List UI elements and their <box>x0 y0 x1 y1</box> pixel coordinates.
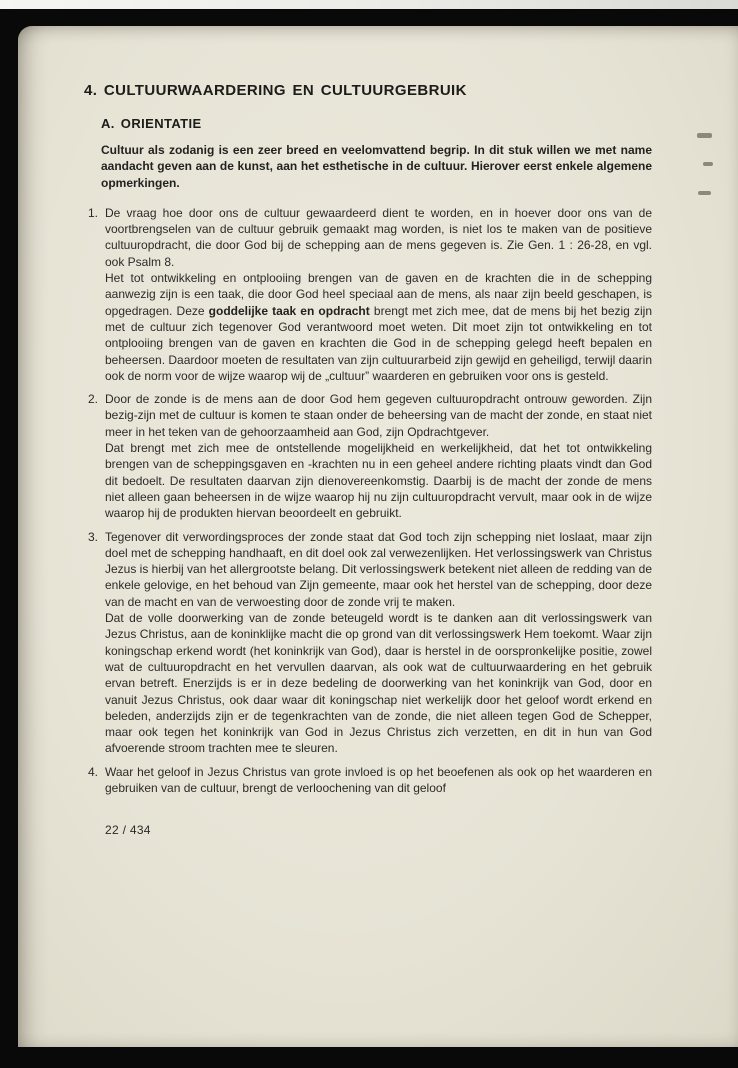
scan-speckle <box>697 133 712 138</box>
item-number: 4. <box>88 764 99 779</box>
scan-speckle <box>703 162 713 166</box>
list-item <box>88 205 652 384</box>
item-number: 3. <box>88 529 99 544</box>
list-item <box>88 391 652 521</box>
item-text: Tegenover dit verwordingsproces der zonde staat dat God toch zijn schepping niet loslaat, maar zijn doel met de schepping handhaaft, en dit doel ook zal verwezenlijken. Het verlossingswerk van Christus Jezus is hierbij van het allergrootste belang. Dit verlossingswerk betekent niet alleen de redding van de enkele gelovige, en het behoud van Zijn gemeente, maar ook het herstel van de schepping, door deze van de macht en van de verwoesting door de zonde vrij te maken. Dat de volle doorwerking van de zonde beteugeld wordt is te danken aan dit verlossingswerk van Jezus Christus, aan de koninklijke macht die op grond van dit verlossingswerk Hem toekomt. Waar zijn koningschap erkend wordt (het koninkrijk van God), daar is herstel in de oorspronkelijke positie, zowel wat de cultuuropdracht en het vervullen daarvan, als ook wat de cultuurwaardering en het gebruik ervan betreft. Enerzijds is er in deze bedeling de doorwerking van het koninkrijk van God, door en vanuit Jezus Christus, ook daar waar dit koningschap niet werkelijk door het geloof wordt erkend en beleden, anderzijds zijn er de tegenkrachten van de zonde, die niet alleen tegen God de Schepper, maar ook tegen het koninkrijk van God in Jezus Christus zich verzetten, en dit in hun van God afvoerende stroom trachten mee te sleuren. <box>105 529 652 756</box>
item-number: 1. <box>88 205 99 220</box>
book-page <box>18 26 738 1047</box>
intro-paragraph: Cultuur als zodanig is een zeer breed en veelomvattend begrip. In dit stuk willen we met name aandacht geven aan de kunst, aan het esthetische in de cultuur. Hierover eerst enkele algemene opmerkingen. <box>101 143 652 190</box>
item-text: De vraag hoe door ons de cultuur gewaardeerd dient te worden, en in hoever door ons van de voortbrengselen van de cultuur gebruik gemaakt mag worden, is niet los te maken van de positieve cultuuropdracht, die door God bij de schepping aan de mens gegeven is. Zie Gen. 1 : 26-28, en vgl. ook Psalm 8. Het tot ontwikkeling en ontplooiing brengen van de gaven en de krachten die in de schepping aanwezig zijn is een taak, die door God heel speciaal aan de mens, als naar zijn beeld geschapen, is opgedragen. Deze goddelijke taak en opdracht brengt met zich mee, dat de mens bij het bezig zijn met de cultuur zich tegenover God verantwoord moet weten. Dit moet zijn tot ontwikkeling en tot ontplooiing brengen van de gaven en krachten die God in de schepping gelegd heeft bepalen en beheersen. Daardoor moeten de resultaten van zijn cultuurarbeid zijn gewijd en geheiligd, terwijl daarin ook de norm voor de wijze waarop wij de „cultuur” waarderen en gebruiken voor ons is gesteld. <box>105 205 652 383</box>
chapter-title: 4. CULTUURWAARDERING EN CULTUURGEBRUIK <box>84 82 467 99</box>
item-text: Waar het geloof in Jezus Christus van grote invloed is op het beoefenen als ook op het waarderen en gebruiken van de cultuur, brengt de verloochening van dit geloof <box>105 764 652 795</box>
list-item <box>88 764 652 797</box>
item-text: Door de zonde is de mens aan de door God hem gegeven cultuuropdracht ontrouw geworden. Zijn bezig-zijn met de cultuur is komen te staan onder de beheersing van de macht der zonde, en staat niet meer in het teken van de gehoorzaamheid aan God, zijn Opdrachtgever. Dat brengt met zich mee de ontstellende mogelijkheid en werkelijkheid, dat het tot ontwikkeling brengen van de scheppingsgaven en -krachten nu in een geheel andere richting plaats vindt dan God dit bedoelt. De resultaten daarvan zijn dienovereenkomstig. Daarbij is de macht der zonde de mens niet alleen gaan beheersen in de wijze waarop hij nu zijn cultuuropdracht vervult, maar ook in de wijze waarop hij de produkten hiervan beoordeelt en gebruikt. <box>105 392 652 521</box>
scanner-edge-strip <box>0 0 738 9</box>
numbered-list <box>84 205 652 796</box>
page-number: 22 / 434 <box>105 823 151 838</box>
scan-speckle <box>698 191 711 195</box>
list-item <box>88 529 652 757</box>
item-number: 2. <box>88 392 99 407</box>
section-heading: A. ORIENTATIE <box>101 116 202 131</box>
